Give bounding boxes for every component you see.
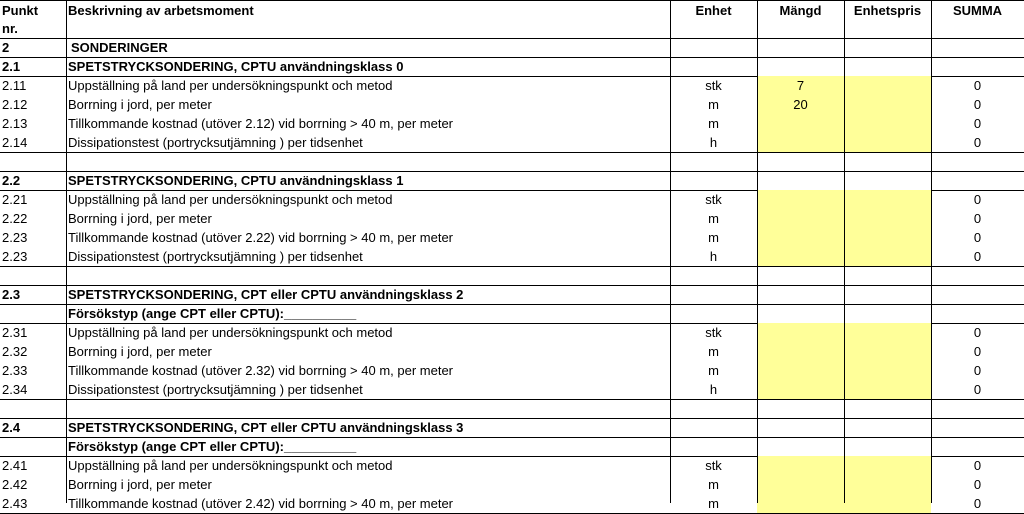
quantity-input[interactable] bbox=[757, 494, 844, 513]
item-unit: m bbox=[708, 496, 719, 511]
table-row bbox=[0, 342, 1024, 361]
quantity-input[interactable] bbox=[757, 190, 844, 209]
item-sum: 0 bbox=[973, 97, 982, 112]
item-nr: 2.23 bbox=[2, 230, 28, 245]
unit-price-input[interactable] bbox=[844, 133, 931, 152]
item-description: Uppställning på land per undersökningspunkt och metod bbox=[68, 78, 393, 93]
item-nr: 2.23 bbox=[2, 249, 28, 264]
header-description: Beskrivning av arbetsmoment bbox=[68, 3, 254, 18]
grid-line bbox=[844, 0, 845, 503]
item-nr: 2.33 bbox=[2, 363, 28, 378]
item-unit: m bbox=[708, 230, 719, 245]
quantity-input[interactable] bbox=[757, 361, 844, 380]
item-unit: m bbox=[708, 344, 719, 359]
quantity-input[interactable] bbox=[757, 114, 844, 133]
item-description: Borrning i jord, per meter bbox=[68, 211, 212, 226]
grid-line bbox=[66, 0, 67, 503]
item-unit: h bbox=[709, 382, 718, 397]
grid-line bbox=[0, 399, 1024, 400]
grid-line bbox=[757, 0, 758, 503]
header-unit-price: Enhetspris bbox=[853, 3, 922, 18]
item-unit: m bbox=[708, 116, 719, 131]
item-sum: 0 bbox=[973, 477, 982, 492]
item-unit: stk bbox=[705, 325, 722, 340]
item-nr: 2.13 bbox=[2, 116, 28, 131]
item-sum: 0 bbox=[973, 382, 982, 397]
section-title: SONDERINGER bbox=[71, 40, 168, 55]
item-sum: 0 bbox=[973, 344, 982, 359]
item-nr: 2.42 bbox=[2, 477, 28, 492]
item-unit: stk bbox=[705, 458, 722, 473]
item-sum: 0 bbox=[973, 496, 982, 511]
table-row bbox=[0, 361, 1024, 380]
group-subtitle-nr bbox=[0, 304, 66, 323]
quantity-input[interactable] bbox=[757, 228, 844, 247]
unit-price-input[interactable] bbox=[844, 494, 931, 513]
item-description: Tillkommande kostnad (utöver 2.22) vid borrning > 40 m, per meter bbox=[68, 230, 453, 245]
group-title: SPETSTRYCKSONDERING, CPT eller CPTU användningsklass 2 bbox=[68, 287, 464, 302]
quantity-input[interactable]: 7 bbox=[757, 76, 844, 95]
table-row bbox=[0, 133, 1024, 152]
unit-price-input[interactable] bbox=[844, 361, 931, 380]
table-row bbox=[0, 475, 1024, 494]
quantity-input[interactable] bbox=[757, 247, 844, 266]
table-row bbox=[0, 323, 1024, 342]
unit-price-input[interactable] bbox=[844, 114, 931, 133]
item-description: Tillkommande kostnad (utöver 2.12) vid borrning > 40 m, per meter bbox=[68, 116, 453, 131]
section-nr: 2 bbox=[2, 40, 10, 55]
item-description: Borrning i jord, per meter bbox=[68, 477, 212, 492]
item-sum: 0 bbox=[973, 249, 982, 264]
grid-line bbox=[0, 152, 1024, 153]
unit-price-input[interactable] bbox=[844, 323, 931, 342]
table-row bbox=[0, 76, 1024, 95]
grid-line bbox=[0, 0, 1024, 1]
header-punkt: Punkt nr. bbox=[2, 3, 39, 36]
header-quantity: Mängd bbox=[779, 3, 822, 18]
item-sum: 0 bbox=[973, 135, 982, 150]
quantity-input[interactable]: 20 bbox=[757, 95, 844, 114]
group-title-row bbox=[0, 418, 1024, 437]
group-subtitle-nr bbox=[0, 437, 66, 456]
unit-price-input[interactable] bbox=[844, 475, 931, 494]
group-title-row bbox=[0, 171, 1024, 190]
group-subtitle-row bbox=[0, 304, 1024, 323]
item-nr: 2.22 bbox=[2, 211, 28, 226]
item-nr: 2.11 bbox=[2, 78, 27, 93]
unit-price-input[interactable] bbox=[844, 228, 931, 247]
item-sum: 0 bbox=[973, 116, 982, 131]
quantity-input[interactable] bbox=[757, 323, 844, 342]
item-description: Dissipationstest (portrycksutjämning ) per tidsenhet bbox=[68, 382, 363, 397]
item-nr: 2.41 bbox=[2, 458, 28, 473]
item-sum: 0 bbox=[973, 192, 982, 207]
table-row bbox=[0, 247, 1024, 266]
item-nr: 2.21 bbox=[2, 192, 28, 207]
unit-price-input[interactable] bbox=[844, 247, 931, 266]
item-description: Uppställning på land per undersökningspunkt och metod bbox=[68, 325, 393, 340]
test-type-label: Försökstyp (ange CPT eller CPTU):__________ bbox=[68, 306, 357, 321]
item-unit: m bbox=[708, 211, 719, 226]
item-description: Borrning i jord, per meter bbox=[68, 97, 212, 112]
table-row bbox=[0, 380, 1024, 399]
unit-price-input[interactable] bbox=[844, 456, 931, 475]
item-sum: 0 bbox=[973, 363, 982, 378]
unit-price-input[interactable] bbox=[844, 380, 931, 399]
group-nr: 2.2 bbox=[2, 173, 21, 188]
quantity-input[interactable] bbox=[757, 342, 844, 361]
grid-line bbox=[670, 0, 671, 503]
item-sum: 0 bbox=[973, 325, 982, 340]
table-row bbox=[0, 228, 1024, 247]
item-sum: 0 bbox=[973, 230, 982, 245]
header-sum: SUMMA bbox=[952, 3, 1003, 18]
quantity-input[interactable] bbox=[757, 209, 844, 228]
table-row bbox=[0, 190, 1024, 209]
item-nr: 2.43 bbox=[2, 496, 28, 511]
unit-price-input[interactable] bbox=[844, 209, 931, 228]
group-nr: 2.3 bbox=[2, 287, 21, 302]
item-unit: m bbox=[708, 363, 719, 378]
group-subtitle-row bbox=[0, 437, 1024, 456]
table-row bbox=[0, 114, 1024, 133]
item-description: Dissipationstest (portrycksutjämning ) per tidsenhet bbox=[68, 249, 363, 264]
quantity-input[interactable] bbox=[757, 380, 844, 399]
item-unit: h bbox=[709, 135, 718, 150]
item-description: Tillkommande kostnad (utöver 2.32) vid borrning > 40 m, per meter bbox=[68, 363, 453, 378]
table-row bbox=[0, 494, 1024, 513]
group-nr: 2.4 bbox=[2, 420, 21, 435]
item-sum: 0 bbox=[973, 211, 982, 226]
group-title: SPETSTRYCKSONDERING, CPTU användningsklass 1 bbox=[68, 173, 404, 188]
table-row bbox=[0, 209, 1024, 228]
item-description: Tillkommande kostnad (utöver 2.42) vid borrning > 40 m, per meter bbox=[68, 496, 453, 511]
item-description: Uppställning på land per undersökningspunkt och metod bbox=[68, 192, 393, 207]
item-nr: 2.34 bbox=[2, 382, 28, 397]
item-unit: h bbox=[709, 249, 718, 264]
item-unit: stk bbox=[705, 192, 722, 207]
header-row bbox=[0, 0, 1024, 38]
unit-price-input[interactable] bbox=[844, 342, 931, 361]
header-unit: Enhet bbox=[695, 3, 732, 18]
group-title: SPETSTRYCKSONDERING, CPTU användningsklass 0 bbox=[68, 59, 404, 74]
group-title: SPETSTRYCKSONDERING, CPT eller CPTU användningsklass 3 bbox=[68, 420, 464, 435]
quantity-input[interactable] bbox=[757, 456, 844, 475]
item-nr: 2.14 bbox=[2, 135, 28, 150]
item-sum: 0 bbox=[973, 78, 982, 93]
item-nr: 2.31 bbox=[2, 325, 28, 340]
test-type-label: Försökstyp (ange CPT eller CPTU):__________ bbox=[68, 439, 357, 454]
grid-line bbox=[931, 0, 932, 503]
item-unit: m bbox=[708, 97, 719, 112]
group-title-row bbox=[0, 285, 1024, 304]
item-unit: m bbox=[708, 477, 719, 492]
grid-line bbox=[0, 266, 1024, 267]
table-row bbox=[0, 95, 1024, 114]
item-description: Dissipationstest (portrycksutjämning ) per tidsenhet bbox=[68, 135, 363, 150]
unit-price-input[interactable] bbox=[844, 190, 931, 209]
item-nr: 2.12 bbox=[2, 97, 28, 112]
group-title-row bbox=[0, 57, 1024, 76]
unit-price-input[interactable] bbox=[844, 95, 931, 114]
section-row bbox=[0, 38, 1024, 57]
unit-price-input[interactable] bbox=[844, 76, 931, 95]
item-sum: 0 bbox=[973, 458, 982, 473]
item-description: Uppställning på land per undersökningspunkt och metod bbox=[68, 458, 393, 473]
item-unit: stk bbox=[705, 78, 722, 93]
item-description: Borrning i jord, per meter bbox=[68, 344, 212, 359]
table-row bbox=[0, 456, 1024, 475]
quantity-input[interactable] bbox=[757, 475, 844, 494]
item-nr: 2.32 bbox=[2, 344, 28, 359]
quantity-input[interactable] bbox=[757, 133, 844, 152]
group-nr: 2.1 bbox=[2, 59, 21, 74]
